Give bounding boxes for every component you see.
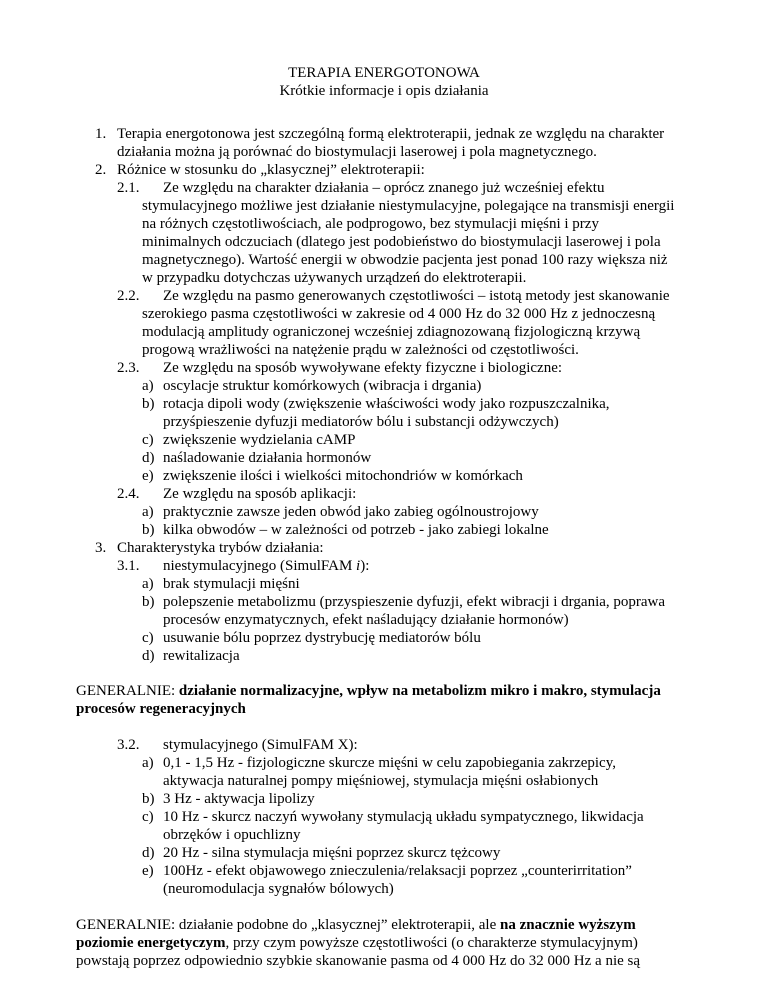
- paragraph-line: modulacją amplitudy ograniczonej wcześniej zdiagnozowaną fizjologiczną krzywą: [142, 324, 641, 340]
- subitem-number: 2.1.: [117, 180, 140, 196]
- summary-line: powstają poprzez odpowiednio szybkie skanowanie pasma od 4 000 Hz do 32 000 Hz a nie są: [76, 953, 641, 969]
- paragraph-line: minimalnych odczuciach (dlatego jest podobieństwo do biostymulacji laserowej i pola: [142, 234, 661, 250]
- list-marker: d): [142, 845, 155, 861]
- item-number: 3.: [95, 540, 107, 556]
- paragraph-line: Ze względu na sposób wywoływane efekty fizyczne i biologiczne:: [163, 360, 563, 376]
- document-subtitle: Krótkie informacje i opis działania: [279, 83, 489, 99]
- paragraph-line: Ze względu na sposób aplikacji:: [163, 486, 357, 502]
- summary-emphasis-cont: procesów regeneracyjnych: [76, 701, 246, 717]
- list-marker: d): [142, 450, 155, 466]
- list-item-continuation: (neuromodulacja sygnałów bólowych): [163, 881, 394, 897]
- summary-text: , przy czym powyższe częstotliwości (o charakterze stymulacyjnym): [225, 935, 638, 951]
- summary-emphasis: działanie normalizacyjne, wpływ na metabolizm mikro i makro, stymulacja: [178, 683, 661, 699]
- subitem-number: 2.4.: [117, 486, 140, 502]
- list-item: kilka obwodów – w zależności od potrzeb - jako zabiegi lokalne: [163, 522, 549, 538]
- subitem-number: 3.1.: [117, 558, 140, 574]
- list-marker: c): [142, 630, 154, 646]
- list-marker: a): [142, 504, 154, 520]
- list-marker: c): [142, 809, 154, 825]
- list-item: oscylacje struktur komórkowych (wibracja i drgania): [163, 378, 482, 394]
- mode-label-italic: i: [356, 558, 361, 574]
- list-item: rewitalizacja: [163, 648, 240, 664]
- list-item-continuation: aktywacja naturalnej pompy mięśniowej, stymulacja mięśni osłabionych: [163, 773, 599, 789]
- list-item-continuation: obrzęków i opuchlizny: [163, 827, 301, 843]
- list-item-continuation: procesów enzymatycznych, efekt naśladujący działanie hormonów): [163, 612, 569, 628]
- list-marker: b): [142, 522, 155, 538]
- paragraph-line: Ze względu na charakter działania – oprócz znanego już wcześniej efektu: [163, 180, 605, 196]
- paragraph-line: stymulacyjnego możliwe jest działanie niestymulacyjne, polegające na transmisji energii: [142, 198, 675, 214]
- section-heading: Charakterystyka trybów działania:: [117, 540, 324, 556]
- list-item: 0,1 - 1,5 Hz - fizjologiczne skurcze mięśni w celu zapobiegania zakrzepicy,: [163, 755, 616, 771]
- paragraph-line: Ze względu na pasmo generowanych częstotliwości – istotą metody jest skanowanie: [163, 288, 670, 304]
- list-item: praktycznie zawsze jeden obwód jako zabieg ogólnoustrojowy: [163, 504, 539, 520]
- paragraph-line: magnetycznego). Wartość energii w obwodzie pacjenta jest ponad 100 razy większa niż: [142, 252, 668, 268]
- summary-line: [76, 935, 638, 952]
- paragraph-line: Terapia energotonowa jest szczególną formą elektroterapii, jednak ze względu na charakter: [117, 126, 665, 142]
- summary-emphasis-cont: poziomie energetyczym: [76, 935, 226, 951]
- mode-label-end: ):: [360, 558, 370, 574]
- document-title: TERAPIA ENERGOTONOWA: [288, 65, 480, 81]
- list-marker: e): [142, 863, 154, 879]
- subitem-number: 2.2.: [117, 288, 140, 304]
- list-marker: d): [142, 648, 155, 664]
- list-item: usuwanie bólu poprzez dystrybucję mediatorów bólu: [163, 630, 481, 646]
- list-item: brak stymulacji mięśni: [163, 576, 300, 592]
- paragraph-line: na różnych częstotliwościach, ale podprogowo, bez stymulacji mięśni i przy: [142, 216, 599, 232]
- list-item: 10 Hz - skurcz naczyń wywołany stymulacją układu sympatycznego, likwidacja: [163, 809, 644, 825]
- mode-label: niestymulacyjnego (SimulFAM: [163, 558, 357, 574]
- paragraph-line: progową wrażliwości na natężenie prądu w zależności od częstotliwości.: [142, 342, 579, 358]
- summary-label: GENERALNIE:: [76, 683, 179, 699]
- list-marker: a): [142, 378, 154, 394]
- list-marker: e): [142, 468, 154, 484]
- list-marker: b): [142, 791, 155, 807]
- section-heading: Różnice w stosunku do „klasycznej” elektroterapii:: [117, 162, 425, 178]
- summary-line: [76, 683, 661, 700]
- summary-line: [76, 917, 636, 934]
- list-item-continuation: przyśpieszenie dyfuzji mediatorów bólu i substancji odżywczych): [163, 414, 559, 430]
- paragraph-line: stymulacyjnego (SimulFAM X):: [163, 737, 358, 753]
- summary-emphasis: na znacznie wyższym: [500, 917, 636, 933]
- item-number: 2.: [95, 162, 107, 178]
- paragraph-line: szerokiego pasma częstotliwości w zakresie od 4 000 Hz do 32 000 Hz z jednoczesną: [142, 306, 656, 322]
- paragraph-line: w przypadku dotychczas używanych urządzeń do elektroterapii.: [142, 270, 527, 286]
- subitem-number: 3.2.: [117, 737, 140, 753]
- summary-label: GENERALNIE: działanie podobne do „klasycznej” elektroterapii, ale: [76, 917, 500, 933]
- list-item: polepszenie metabolizmu (przyspieszenie dyfuzji, efekt wibracji i drgania, poprawa: [163, 594, 666, 610]
- list-item: 100Hz - efekt objawowego znieczulenia/relaksacji poprzez „counterirritation”: [163, 863, 632, 879]
- list-item: 3 Hz - aktywacja lipolizy: [163, 791, 315, 807]
- paragraph-line: [163, 558, 369, 575]
- list-item: naśladowanie działania hormonów: [163, 450, 372, 466]
- item-number: 1.: [95, 126, 107, 142]
- list-marker: b): [142, 594, 155, 610]
- list-marker: a): [142, 755, 154, 771]
- paragraph-line: działania można ją porównać do biostymulacji laserowej i pola magnetycznego.: [117, 144, 597, 160]
- list-item: zwiększenie ilości i wielkości mitochondriów w komórkach: [163, 468, 523, 484]
- list-marker: c): [142, 432, 154, 448]
- list-item: 20 Hz - silna stymulacja mięśni poprzez skurcz tężcowy: [163, 845, 501, 861]
- subitem-number: 2.3.: [117, 360, 140, 376]
- list-marker: b): [142, 396, 155, 412]
- list-item: zwiększenie wydzielania cAMP: [163, 432, 356, 448]
- list-item: rotacja dipoli wody (zwiększenie właściwości wody jako rozpuszczalnika,: [163, 396, 610, 412]
- list-marker: a): [142, 576, 154, 592]
